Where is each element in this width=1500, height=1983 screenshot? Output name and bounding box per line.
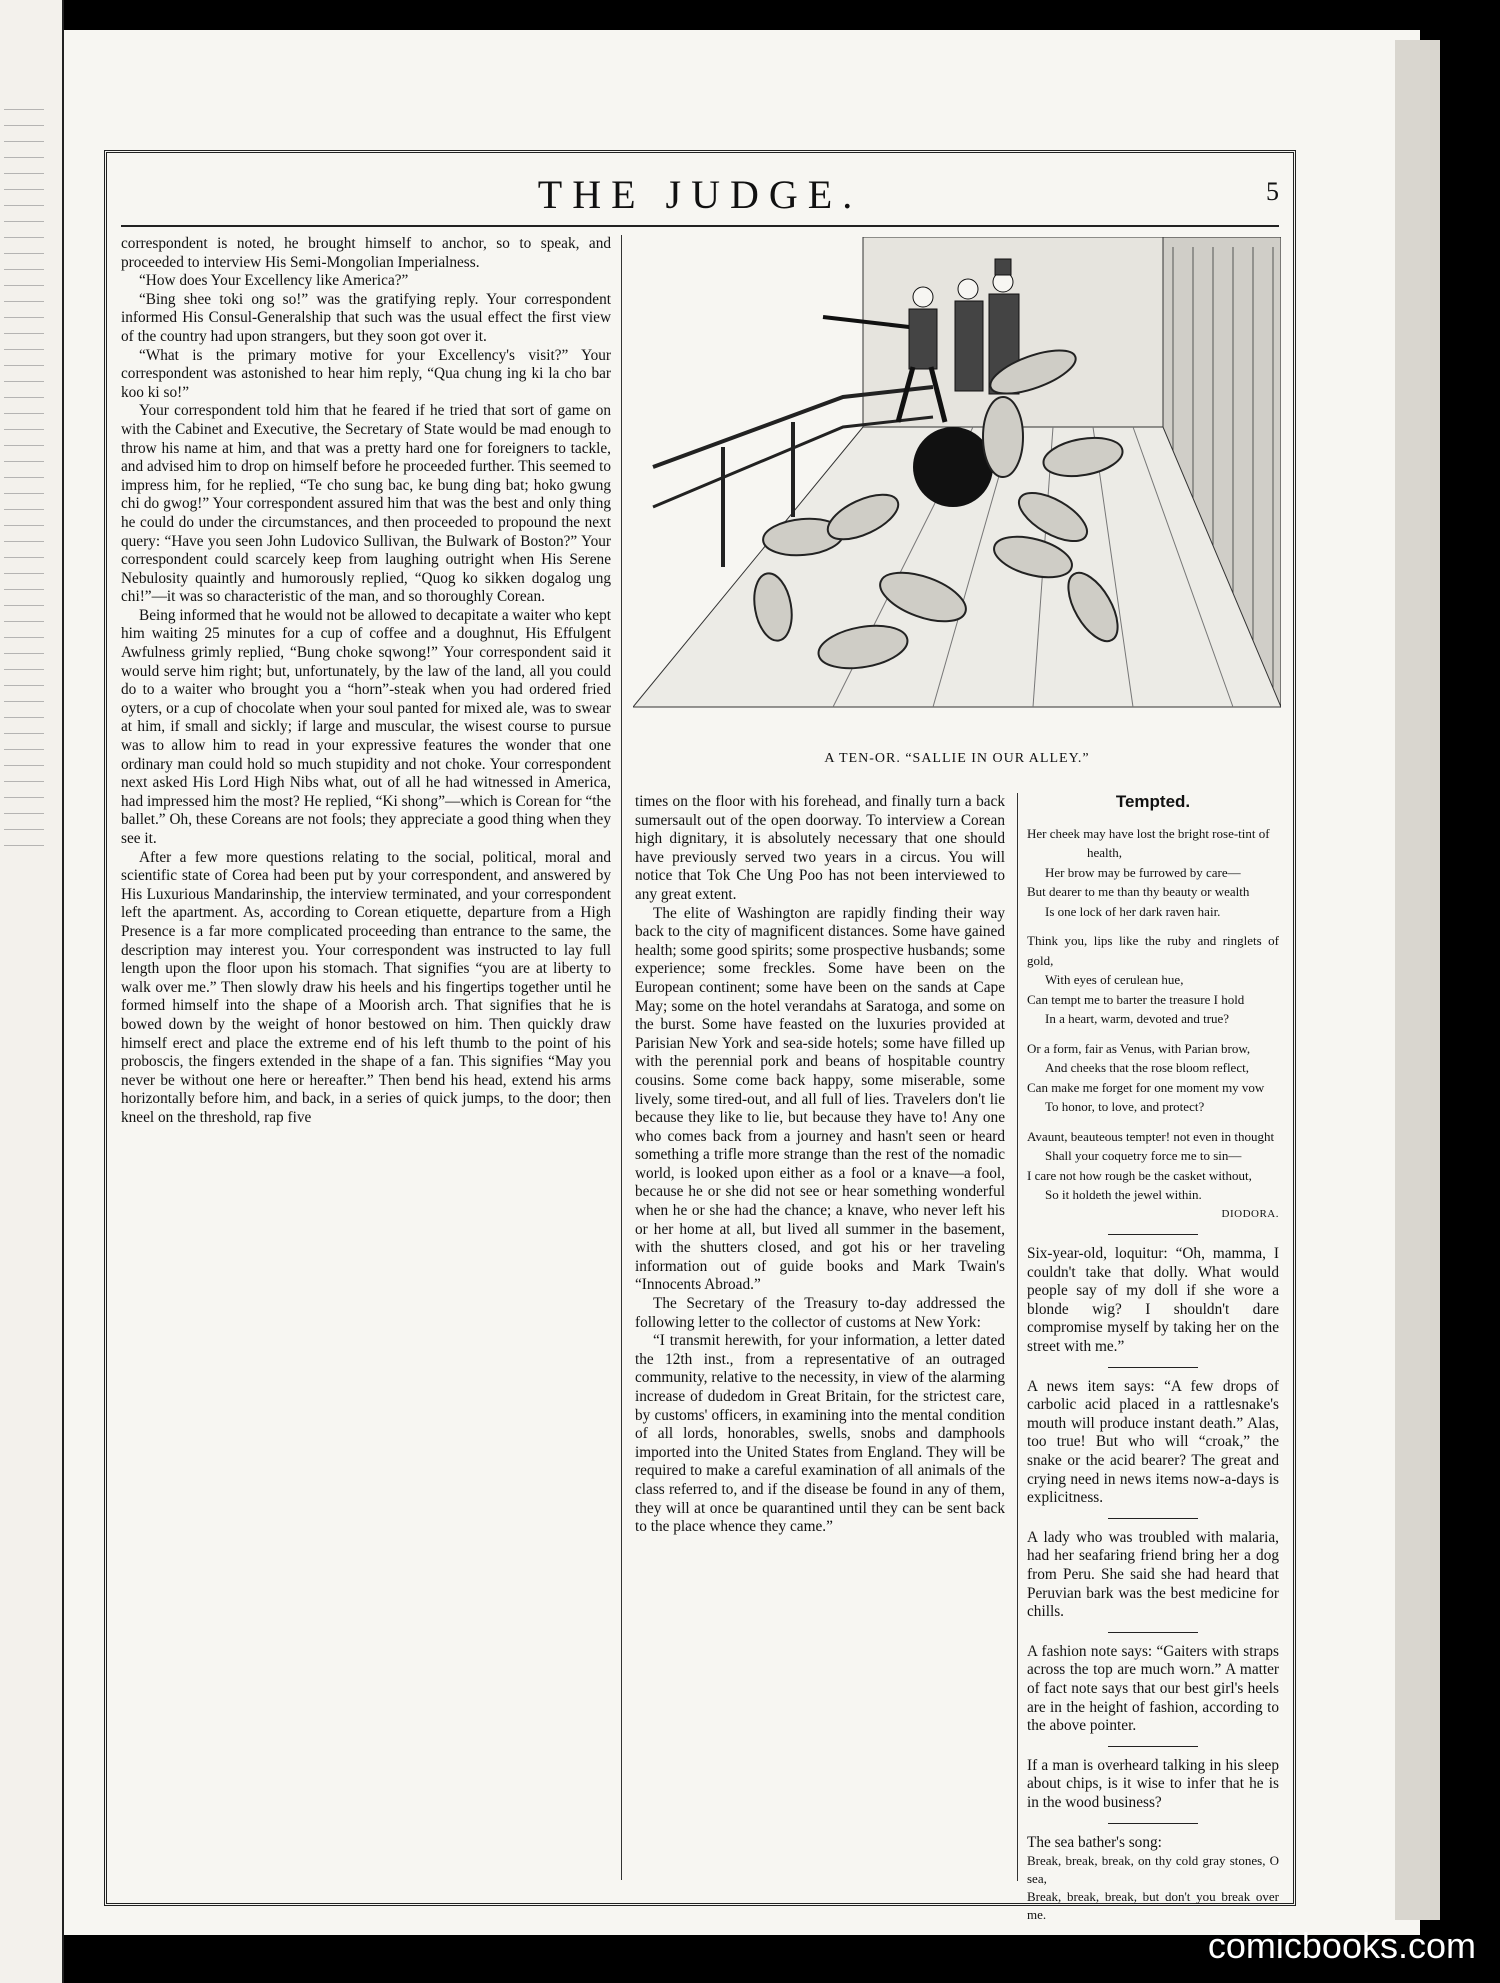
paragraph: “How does Your Excellency like America?” [139,272,409,290]
news-item: A news item says: “A few drops of carbolic acid placed in a rattlesnake's mouth will produce instant death.” Alas, too true! But who will “croak,” the snake or the acid bearer? The great and crying need in news items now-a-days is explicitness. [1027,1377,1279,1507]
paragraph: times on the floor with his forehead, and finally turn a back sumersault out of the open doorway. To interview a Corean high dignitary, it is absolutely necessary that one should have previously served two years in a circus. You will notice that Tok Che Ung Poo has not been interviewed to any great extent. [635,793,1005,903]
column-divider [621,235,622,1880]
poem-line: In a heart, warm, devoted and true? [1045,1011,1230,1027]
separator [1108,1746,1198,1747]
site-watermark: comicbooks.com [1207,1925,1476,1966]
previous-page-edge [0,0,64,1983]
column-3 [1027,792,1279,1923]
poem-line: Shall your coquetry force me to sin— [1045,1148,1242,1164]
masthead [107,171,1293,221]
news-item: If a man is overheard talking in his sleep about chips, is it wise to infer that he is in the wood business? [1027,1756,1279,1811]
poem-line: Her cheek may have lost the bright rose-tint of [1027,825,1270,841]
paragraph: Being informed that he would not be allowed to decapitate a waiter who kept him waiting 25 minutes for a cup of coffee and a doughnut, His Effulgent Awfulness grimly replied, “Bung choke sqwong!” Your correspondent said it would serve him right; but, unfortunately, by the law of the land, all you could do to a waiter who brought you a “horn”-steak when you had ordered fried oyters, or a cup of chocolate when your soul panted for mixed ale, was to swear at him, if small and sickly; if large and muscular, the wisest course to pursue was to allow him to read in your expressive features the wonder that one ordinary man could hold so much stupidity and not choke. Your correspondent next asked His Lord High Nibs what, out of all he had witnessed in America, had impressed him the most? He replied, “Ki shong”—which is Corean for “the ballet.” Oh, these Coreans are not fools; they appreciate a good thing when they see it. [121,606,611,847]
paragraph: “Bing shee toki ong so!” was the gratifying reply. Your correspondent informed His Consul-Generalship that such was the usual effect the first view of the country had upon strangers, but they soon got over it. [121,290,611,345]
poem-line: health, [1087,845,1123,861]
column-divider [1017,793,1018,1881]
poem-line: Avaunt, beauteous tempter! not even in thought [1027,1128,1275,1144]
song-intro: The sea bather's song: [1027,1833,1162,1851]
paragraph: The Secretary of the Treasury to-day addressed the following letter to the collector of customs at New York: [635,1295,1005,1331]
paragraph: correspondent is noted, he brought himself to anchor, so to speak, and proceeded to interview His Semi-Mongolian Imperialness. [121,235,611,271]
poem-line: To honor, to love, and protect? [1045,1099,1205,1115]
separator [1108,1632,1198,1633]
separator [1108,1823,1198,1824]
poem-line: Her brow may be furrowed by care— [1045,864,1241,880]
column-1 [121,235,611,1875]
separator [1108,1518,1198,1519]
poem-line: Can tempt me to barter the treasure I hold [1027,991,1245,1007]
header-rule [121,225,1279,227]
page-title: THE JUDGE. [537,172,863,217]
paragraph: “What is the primary motive for your Excellency's visit?” Your correspondent was astonished to hear him reply, “Qua chung ing ki la cho bar koo ki so!” [121,346,611,401]
song-line: Break, break, break, but don't you break over me. [1027,1889,1279,1923]
news-item: A lady who was troubled with malaria, had her seafaring friend bring her a dog from Peru. She said she had heard that Peruvian bark was the best medicine for chills. [1027,1528,1279,1621]
poem-signature: DIODORA. [1221,1207,1279,1220]
column-2 [635,793,1005,1883]
page-number: 5 [1266,177,1279,206]
illustration-caption: A TEN-OR. “SALLIE IN OUR ALLEY.” [824,751,1090,766]
poem-line: Or a form, fair as Venus, with Parian brow, [1027,1040,1251,1056]
poem-line: So it holdeth the jewel within. [1045,1187,1202,1203]
separator [1108,1367,1198,1368]
bowling-alley-drawing [633,237,1281,747]
poem-line: Can make me forget for one moment my vow [1027,1079,1265,1095]
paragraph: Your correspondent told him that he feared if he tried that sort of game on with the Cabinet and Executive, the Secretary of State would be mad enough to throw his name at him, and that was a pretty hard one for foreigners to tackle, and advised him to drop on himself before he proceeded further. This seemed to impress him, for he replied, “Te cho sung bac, ke bung ding bat; hoko gwung chi do gwog!” Your correspondent assured him that was the best and only thing he could do under the circumstances, and then proceeded to propound the next query: “Have you seen John Ludovico Sullivan, the Bulwark of Boston?” Your correspondent could scarcely keep from laughing outright when His Serene Nebulosity quaintly and humorously replied, “Quog ko sikken dogalog ung chi!”—it was so characteristic of the man, and so thoroughly Corean. [121,402,611,606]
separator [1108,1234,1198,1235]
poem-line: Think you, lips like the ruby and ringlets of gold, [1027,933,1279,968]
paragraph: After a few more questions relating to the social, political, moral and scientific state of Corea had been put by your correspondent, and answered by His Luxurious Mandarinship, the interview terminated, and your correspondent left the apartment. As, according to Corean etiquette, departure from a High Presence is a far more complicated proceeding than entrance to the same, the description may interest you. Your correspondent was instructed to lay full length upon the floor upon his stomach. That signifies “you are at liberty to walk over me.” Then slowly draw his heels and his fingertips together until he formed himself into the shape of a Moorish arch. That signifies that he is bowed down by the weight of honor bestowed on him. Then quickly draw himself erect and place the extreme end of his left thumb to the point of his proboscis, the fingers extended in the shape of a fan. This signifies “May you never be without one here or hereafter.” Then bend his head, extend his arms horizontally before him, and back, in a series of quick jumps, to the door; then kneel on the threshold, rap five [121,848,611,1126]
paragraph: The elite of Washington are rapidly finding their way back to the city of magnificent distances. Some have gained health; some good spirits; some prospective husbands; some experience; some freckles. Some have been on the European continent; some have been on the sands at Cape May; some on the hotel verandahs at Saratoga, and some on the burst. Some have feasted on the luxuries provided at Parisian New York and sea-side hotels; some have filled up with the perennial pork and beans of hospitable country cousins. Some come back happy, some miserable, some lively, some tired-out, and all full of lies. Travelers don't lie because they like to lie, but because they have to! Any one who comes back from a journey and hasn't seen or heard something a trifle more strange than the rest of the nomadic world, is looked upon either as a fool or a knave—a fool, because he or she did not see or hear something wonderful when he or she had the chance; a knave, who never left his or her home at all, but lived all summer in the basement, with the shutters closed, and got his or her traveling information out of guide books and Mark Twain's “Innocents Abroad.” [635,904,1005,1294]
page-frame [104,150,1296,1923]
poem-line: I care not how rough be the casket without, [1027,1167,1252,1183]
news-item: A fashion note says: “Gaiters with straps across the top are much worn.” A matter of fact note says that our best girl's heels are in the height of fashion, according to the above pointer. [1027,1642,1279,1735]
bowling-illustration [633,237,1281,785]
poem-line: Is one lock of her dark raven hair. [1045,903,1221,919]
binding-edge [1395,40,1440,1920]
news-item: Six-year-old, loquitur: “Oh, mamma, I couldn't take that dolly. What would people say of my doll if she wore a blonde wig? I shouldn't dare compromise myself by taking her on the street with me.” [1027,1245,1279,1356]
paragraph: “I transmit herewith, for your information, a letter dated the 12th inst., from a representative of an outraged community, relative to the necessity, in view of the alarming increase of dudedom in Great Britain, for the strictest care, by customs' officers, in examining into the mental condition of all lords, honorables, swells, snobs and damphools imported into the United States from England. They will be required to make a careful examination of all animals of the class referred to, and if the disease be found in any of them, they will at once be quarantined until they can be sent back to the place whence they came.” [635,1332,1005,1536]
poem-line: But dearer to me than thy beauty or wealth [1027,884,1250,900]
poem [1027,824,1279,1225]
poem-title: Tempted. [1115,792,1191,811]
poem-line: With eyes of cerulean hue, [1045,972,1184,988]
song-line: Break, break, break, on thy cold gray stones, O sea, [1027,1853,1279,1887]
poem-line: And cheeks that the rose bloom reflect, [1045,1060,1249,1076]
